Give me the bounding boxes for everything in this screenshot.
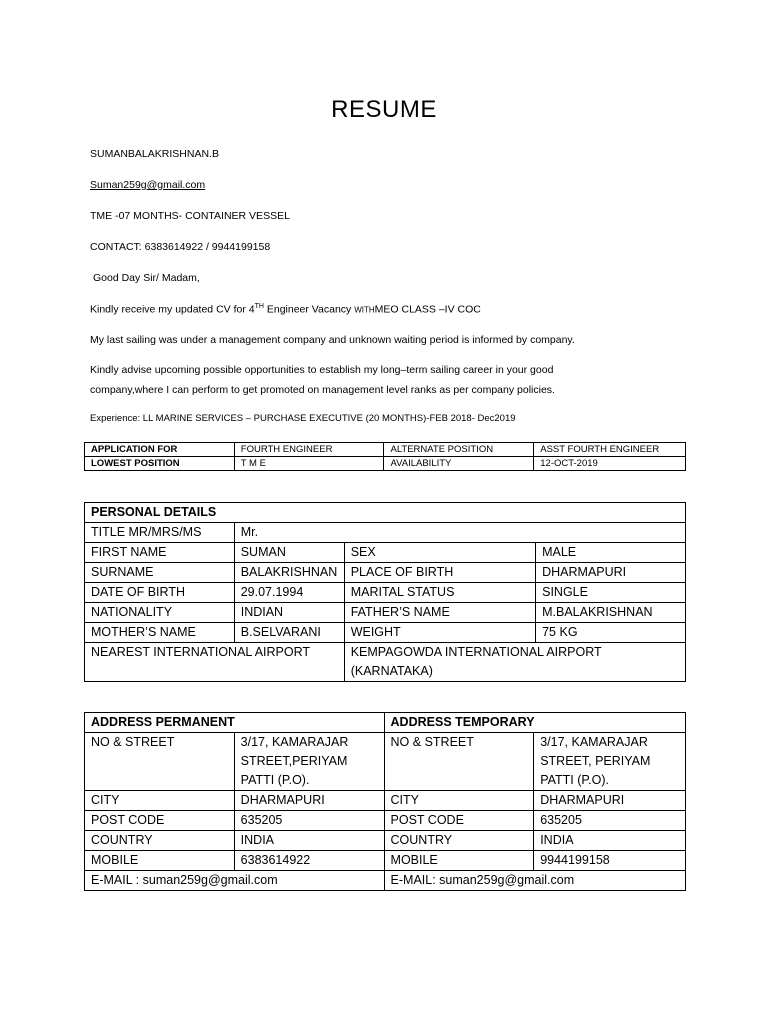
table-cell: B.SELVARANI — [234, 623, 344, 643]
table-cell: COUNTRY — [384, 831, 534, 851]
table-cell: MOBILE — [85, 851, 235, 871]
email-link[interactable]: Suman259g@gmail.com — [90, 179, 206, 191]
table-cell: POST CODE — [85, 811, 235, 831]
candidate-name: SUMANBALAKRISHNAN.B — [90, 148, 219, 160]
table-cell: LOWEST POSITION — [85, 457, 235, 471]
advise-line-1: Kindly advise upcoming possible opportunities to establish my long–term sailing career in your good — [90, 364, 554, 376]
table-cell: PLACE OF BIRTH — [344, 563, 535, 583]
table-cell: MOTHER’S NAME — [85, 623, 235, 643]
last-sailing-line: My last sailing was under a management company and unknown waiting period is informed by company. — [90, 334, 575, 346]
personal-details-table — [84, 502, 686, 682]
table-cell: COUNTRY — [85, 831, 235, 851]
tme-experience: TME -07 MONTHS- CONTAINER VESSEL — [90, 210, 290, 222]
table-row — [85, 543, 686, 563]
table-row — [85, 443, 686, 457]
table-row — [85, 623, 686, 643]
advise-line-2: company,where I can perform to get promoted on management level ranks as per company policies. — [90, 384, 555, 396]
table-row — [85, 523, 686, 543]
table-cell: FATHER’S NAME — [344, 603, 535, 623]
table-row — [85, 603, 686, 623]
table-cell: 635205 — [534, 811, 686, 831]
table-row — [85, 457, 686, 471]
table-row — [85, 503, 686, 523]
table-cell: BALAKRISHNAN — [234, 563, 344, 583]
table-cell: FIRST NAME — [85, 543, 235, 563]
section-heading: ADDRESS PERMANENT — [85, 713, 385, 733]
section-heading: ADDRESS TEMPORARY — [384, 713, 685, 733]
table-cell: Mr. — [234, 523, 685, 543]
table-cell: ASST FOURTH ENGINEER — [534, 443, 686, 457]
table-row — [85, 871, 686, 891]
table-row — [85, 643, 686, 682]
table-cell: 12-OCT-2019 — [534, 457, 686, 471]
table-cell: TITLE MR/MRS/MS — [85, 523, 235, 543]
table-row — [85, 713, 686, 733]
table-cell: ALTERNATE POSITION — [384, 443, 534, 457]
table-cell: DHARMAPURI — [234, 791, 384, 811]
table-cell: SINGLE — [536, 583, 686, 603]
table-cell: POST CODE — [384, 811, 534, 831]
table-row — [85, 811, 686, 831]
application-table — [84, 442, 686, 471]
table-row — [85, 851, 686, 871]
table-cell: 75 KG — [536, 623, 686, 643]
table-row — [85, 583, 686, 603]
contact-numbers: CONTACT: 6383614922 / 9944199158 — [90, 241, 271, 253]
table-cell: MARITAL STATUS — [344, 583, 535, 603]
table-cell: 3/17, KAMARAJAR STREET, PERIYAM PATTI (P.O). — [534, 733, 686, 791]
table-cell: NATIONALITY — [85, 603, 235, 623]
cv-line: Kindly receive my updated CV for 4TH Engineer Vacancy WITHMEO CLASS –IV COC — [90, 303, 481, 316]
table-cell: T M E — [234, 457, 384, 471]
address-table — [84, 712, 686, 891]
page-title: RESUME — [331, 96, 437, 123]
table-cell: SURNAME — [85, 563, 235, 583]
table-cell: SUMAN — [234, 543, 344, 563]
table-row — [85, 733, 686, 791]
table-cell: DATE OF BIRTH — [85, 583, 235, 603]
table-cell: AVAILABILITY — [384, 457, 534, 471]
table-cell: INDIA — [234, 831, 384, 851]
table-cell: M.BALAKRISHNAN — [536, 603, 686, 623]
table-row — [85, 563, 686, 583]
table-cell: APPLICATION FOR — [85, 443, 235, 457]
table-cell: 3/17, KAMARAJAR STREET,PERIYAM PATTI (P.O). — [234, 733, 384, 791]
section-heading: PERSONAL DETAILS — [85, 503, 686, 523]
greeting: Good Day Sir/ Madam, — [93, 272, 200, 284]
table-cell: NO & STREET — [85, 733, 235, 791]
table-cell: INDIAN — [234, 603, 344, 623]
table-cell: 29.07.1994 — [234, 583, 344, 603]
table-cell: DHARMAPURI — [534, 791, 686, 811]
table-cell: NEAREST INTERNATIONAL AIRPORT — [85, 643, 345, 682]
table-cell: E-MAIL : suman259g@gmail.com — [85, 871, 385, 891]
table-cell: KEMPAGOWDA INTERNATIONAL AIRPORT (KARNATAKA) — [344, 643, 685, 682]
table-cell: DHARMAPURI — [536, 563, 686, 583]
table-cell: MOBILE — [384, 851, 534, 871]
experience-line: Experience: LL MARINE SERVICES – PURCHASE EXECUTIVE (20 MONTHS)-FEB 2018- Dec2019 — [90, 413, 516, 424]
table-cell: MALE — [536, 543, 686, 563]
table-cell: NO & STREET — [384, 733, 534, 791]
table-cell: CITY — [85, 791, 235, 811]
table-cell: E-MAIL: suman259g@gmail.com — [384, 871, 685, 891]
table-cell: 9944199158 — [534, 851, 686, 871]
table-cell: CITY — [384, 791, 534, 811]
table-row — [85, 831, 686, 851]
table-cell: INDIA — [534, 831, 686, 851]
table-cell: 6383614922 — [234, 851, 384, 871]
table-cell: SEX — [344, 543, 535, 563]
table-row — [85, 791, 686, 811]
table-cell: WEIGHT — [344, 623, 535, 643]
table-cell: 635205 — [234, 811, 384, 831]
table-cell: FOURTH ENGINEER — [234, 443, 384, 457]
